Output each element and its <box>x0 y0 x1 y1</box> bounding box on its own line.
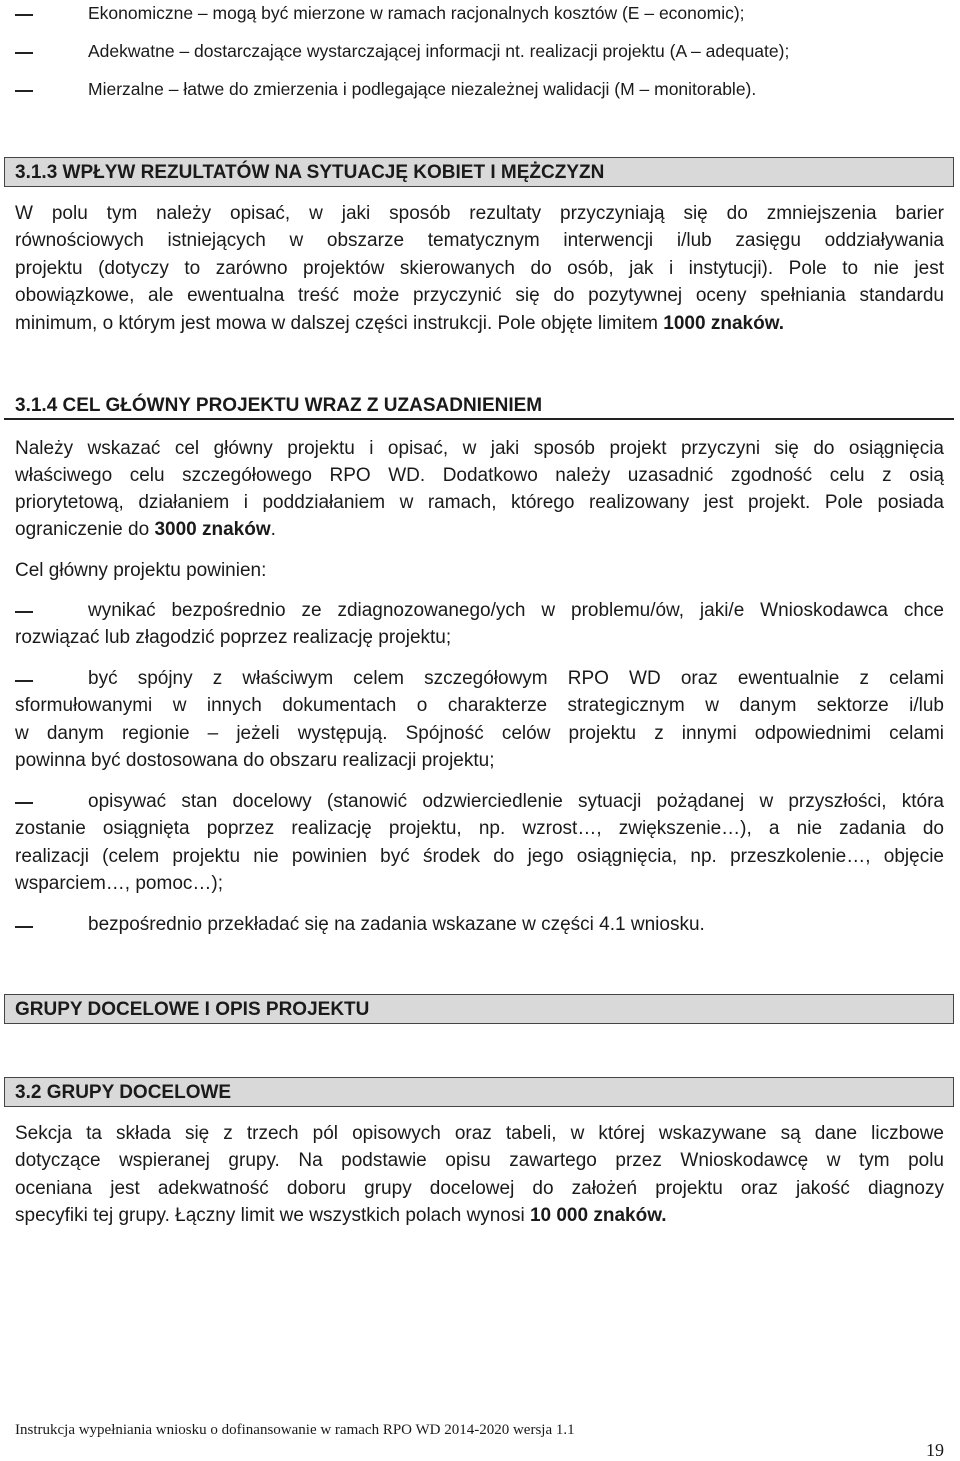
paragraph-line: priorytetową, działaniem i poddziałaniem w ramach, którego realizowany jest projekt. Pole posiada <box>15 492 944 513</box>
char-limit: 10 000 znaków. <box>529 1205 667 1226</box>
paragraph-line: projektu (dotyczy to zarówno projektów skierowanych do osób, jak i instytucji). Pole to nie jest <box>15 258 944 279</box>
bullet-dash <box>15 926 33 928</box>
bullet-dash <box>15 680 33 682</box>
paragraph-line: W polu tym należy opisać, w jaki sposób rezultaty przyczyniają się do zmniejszenia barier <box>15 203 944 224</box>
list-dash <box>15 90 33 92</box>
paragraph-line <box>15 519 944 541</box>
bullet-line: realizacji (celem projektu nie powinien być środek do jego osiągnięcia, np. przeszkolenie…, objęcie <box>15 846 944 867</box>
bullet-line: być spójny z właściwym celem szczegółowym RPO WD oraz ewentualnie z celami <box>88 668 944 689</box>
bullet-line: sformułowanymi w innych dokumentach o charakterze strategicznym w danym sektorze i/lub <box>15 695 944 716</box>
paragraph-text: . <box>270 519 276 540</box>
bullet-line: powinna być dostosowana do obszaru realizacji projektu; <box>15 750 495 771</box>
paragraph-text: specyfiki tej grupy. Łączny limit we wszystkich polach wynosi <box>15 1205 530 1226</box>
bullet-line: wsparciem…, pomoc…); <box>15 873 223 894</box>
section-heading-314: 3.1.4 CEL GŁÓWNY PROJEKTU WRAZ Z UZASADNIENIEM <box>15 395 543 416</box>
paragraph-line: Należy wskazać cel główny projektu i opisać, w jaki sposób projekt przyczyni się do osiągnięcia <box>15 438 944 459</box>
bullet-dash <box>15 802 33 804</box>
bullet-line: wynikać bezpośrednio ze zdiagnozowanego/ych w problemu/ów, jaki/e Wnioskodawca chce <box>88 600 944 621</box>
list-item: Ekonomiczne – mogą być mierzone w ramach racjonalnych kosztów (E – economic); <box>88 3 745 23</box>
paragraph-line: oceniana jest adekwatność doboru grupy docelowej do założeń projektu oraz jakość diagnozy <box>15 1178 944 1199</box>
section-heading-text: 3.2 GRUPY DOCELOWE <box>15 1082 232 1103</box>
paragraph-line: obowiązkowe, ale ewentualna treść może przyczynić się do pozytywnej oceny spełniania standardu <box>15 285 944 306</box>
page-footer: Instrukcja wypełniania wniosku o dofinansowanie w ramach RPO WD 2014-2020 wersja 1.1 <box>15 1422 575 1438</box>
bullet-line: w danym regionie – jeżeli występują. Spójność celów projektu z innymi odpowiednimi celami <box>15 723 944 744</box>
list-dash <box>15 52 33 54</box>
paragraph-line <box>15 1205 944 1227</box>
char-limit: 3000 znaków <box>154 519 271 540</box>
bullet-line: rozwiązać lub złagodzić poprzez realizację projektu; <box>15 627 452 648</box>
paragraph-line: Sekcja ta składa się z trzech pól opisowych oraz tabeli, w której wskazywane są dane liczbowe <box>15 1123 944 1144</box>
bullet-line: opisywać stan docelowy (stanowić odzwierciedlenie sytuacji pożądanej w przyszłości, która <box>88 791 944 812</box>
section-heading-313 <box>4 157 954 187</box>
bullet-line: bezpośrednio przekładać się na zadania wskazane w części 4.1 wniosku. <box>88 914 705 935</box>
heading-underline <box>4 418 954 420</box>
list-item: Mierzalne – łatwe do zmierzenia i podlegające niezależnej walidacji (M – monitorable). <box>88 79 757 99</box>
section-heading-32 <box>4 1077 954 1107</box>
paragraph-line: dotyczące wspieranej grupy. Na podstawie opisu zawartego przez Wnioskodawcę w tym polu <box>15 1150 944 1171</box>
paragraph-text: minimum, o którym jest mowa w dalszej części instrukcji. Pole objęte limitem <box>15 313 664 334</box>
char-limit: 1000 znaków. <box>663 313 785 334</box>
section-heading-text: GRUPY DOCELOWE I OPIS PROJEKTU <box>15 999 370 1020</box>
bullet-line: zostanie osiągnięta poprzez realizację projektu, np. wzrost…, zwiększenie…), a nie zadania do <box>15 818 944 839</box>
paragraph-line: właściwego celu szczegółowego RPO WD. Dodatkowo należy uzasadnić zgodność celu z osią <box>15 465 944 486</box>
paragraph-text: ograniczenie do <box>15 519 155 540</box>
bullet-dash <box>15 611 33 613</box>
section-heading-text: 3.1.3 WPŁYW REZULTATÓW NA SYTUACJĘ KOBIET I MĘŻCZYZN <box>15 162 605 183</box>
paragraph-line <box>15 313 944 335</box>
list-item: Adekwatne – dostarczające wystarczającej informacji nt. realizacji projektu (A – adequate); <box>88 41 790 61</box>
section-heading-groups <box>4 994 954 1024</box>
page-number: 19 <box>926 1440 944 1460</box>
intro-line: Cel główny projektu powinien: <box>15 560 267 581</box>
paragraph-line: równościowych istniejących w obszarze tematycznym interwencji i/lub zasięgu oddziaływania <box>15 230 944 251</box>
list-dash <box>15 14 33 16</box>
